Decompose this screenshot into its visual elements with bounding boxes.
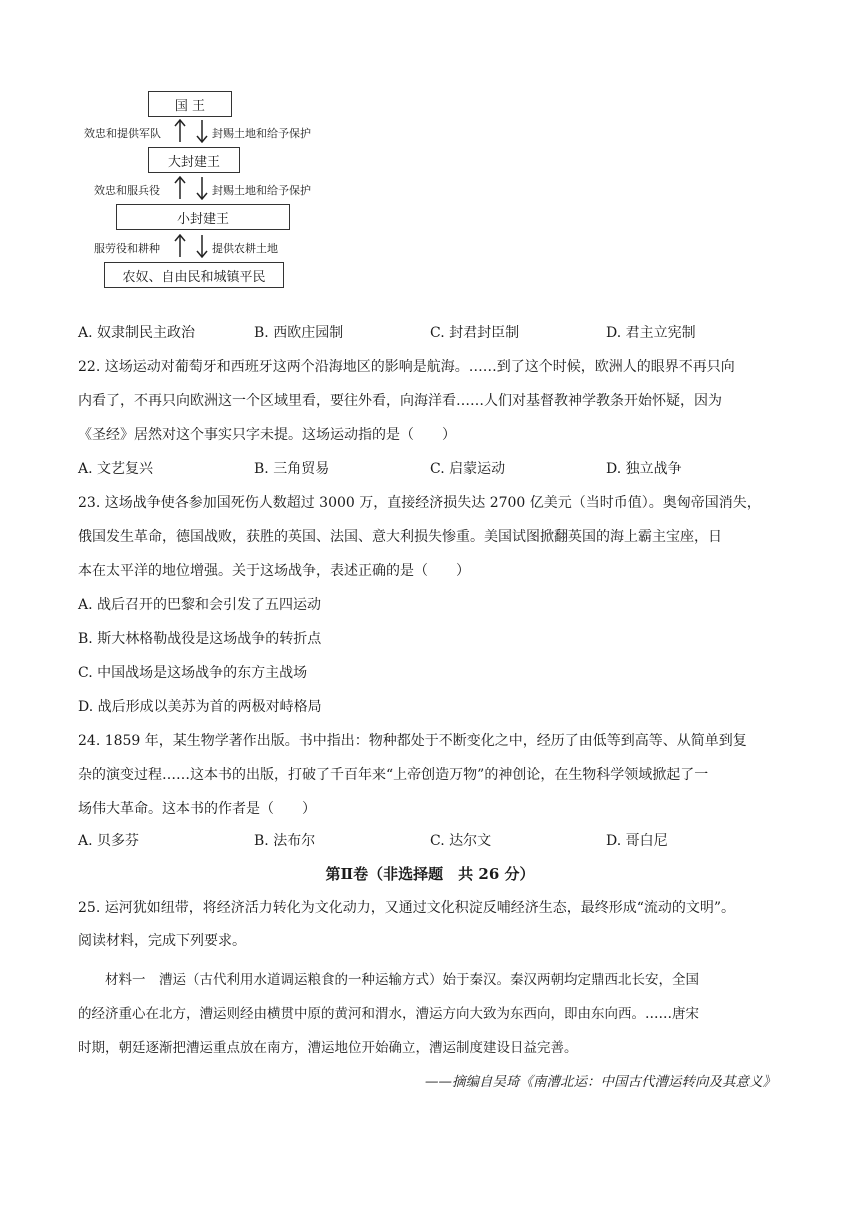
down-arrow-icon [196,234,208,258]
diagram-down-label-2: 封赐土地和给予保护 [212,184,311,197]
q24-stem-line: 场伟大革命。这本书的作者是（ ） [78,801,316,817]
q22-option-c: C. 启蒙运动 [430,461,506,477]
q22-stem-line: 22. 这场运动对葡萄牙和西班牙这两个沿海地区的影响是航海。……到了这个时候，欧洲人的眼界不再只向 [78,359,735,375]
up-arrow-icon [174,176,186,200]
feudal-hierarchy-diagram [78,86,338,296]
q24-stem-line: 杂的演变过程……这本书的出版，打破了千百年来“上帝创造万物”的神创论，在生物科学领域掀起了一 [78,767,709,783]
diagram-down-label-3: 提供农耕土地 [212,242,278,255]
q21-option-d: D. 君主立宪制 [606,325,696,341]
q21-option-a: A. 奴隶制民主政治 [78,325,196,341]
q24-option-a: A. 贝多芬 [78,833,140,849]
diagram-down-label-1: 封赐土地和给予保护 [212,127,311,140]
diagram-up-label-3: 服劳役和耕种 [94,242,160,255]
diagram-box-lesser-lord: 小封建王 [116,204,290,230]
q23-stem-line: 本在太平洋的地位增强。关于这场战争，表述正确的是（ ） [78,563,470,579]
material-line: 时期，朝廷逐渐把漕运重点放在南方，漕运地位开始确立，漕运制度建设日益完善。 [78,1040,578,1056]
q23-option-c: C. 中国战场是这场战争的东方主战场 [78,665,308,681]
q24-option-b: B. 法布尔 [254,833,316,849]
q21-option-c: C. 封君封臣制 [430,325,520,341]
q22-stem-line: 内看了，不再只向欧洲这一个区域里看，要往外看，向海洋看……人们对基督教神学教条开始怀疑，因为 [78,393,722,409]
q22-option-b: B. 三角贸易 [254,461,330,477]
q23-stem-line: 俄国发生革命，德国战败，获胜的英国、法国、意大利损失惨重。美国试图掀翻英国的海上霸主宝座，日 [78,529,722,545]
diagram-up-label-2: 效忠和服兵役 [94,184,160,197]
q22-stem-line: 《圣经》居然对这个事实只字未提。这场运动指的是（ ） [78,427,456,443]
q24-stem-line: 24. 1859 年，某生物学著作出版。书中指出：物种都处于不断变化之中，经历了由低等到高等、从简单到复 [78,733,747,749]
q21-option-b: B. 西欧庄园制 [254,325,344,341]
q23-option-a: A. 战后召开的巴黎和会引发了五四运动 [78,597,322,613]
q25-stem-line: 阅读材料，完成下列要求。 [78,933,246,949]
material-line: 的经济重心在北方，漕运则经由横贯中原的黄河和渭水，漕运方向大致为东西向，即由东向西。……唐宋 [78,1006,699,1022]
q22-option-a: A. 文艺复兴 [78,461,154,477]
material-source: ——摘编自吴琦《南漕北运：中国古代漕运转向及其意义》 [425,1074,776,1090]
up-arrow-icon [174,119,186,143]
down-arrow-icon [196,119,208,143]
up-arrow-icon [174,234,186,258]
q24-option-d: D. 哥白尼 [606,833,668,849]
diagram-up-label-1: 效忠和提供军队 [84,127,161,140]
q23-option-b: B. 斯大林格勒战役是这场战争的转折点 [78,631,322,647]
diagram-box-great-lord: 大封建王 [148,147,240,173]
diagram-box-serfs: 农奴、自由民和城镇平民 [104,262,284,288]
q24-option-c: C. 达尔文 [430,833,492,849]
material-line: 材料一 漕运（古代利用水道调运粮食的一种运输方式）始于秦汉。秦汉两朝均定鼎西北长安，全国 [78,972,699,988]
q23-stem-line: 23. 这场战争使各参加国死伤人数超过 3000 万，直接经济损失达 2700 亿美元（当时币值）。奥匈帝国消失， [78,495,761,511]
section-heading: 第Ⅱ卷（非选择题 共 26 分） [325,865,535,883]
q23-option-d: D. 战后形成以美苏为首的两极对峙格局 [78,699,322,715]
q22-option-d: D. 独立战争 [606,461,682,477]
diagram-box-king: 国 王 [148,91,232,117]
q25-stem-line: 25. 运河犹如纽带，将经济活力转化为文化动力，又通过文化积淀反哺经济生态，最终形成“流动的文明”。 [78,900,736,916]
down-arrow-icon [196,176,208,200]
